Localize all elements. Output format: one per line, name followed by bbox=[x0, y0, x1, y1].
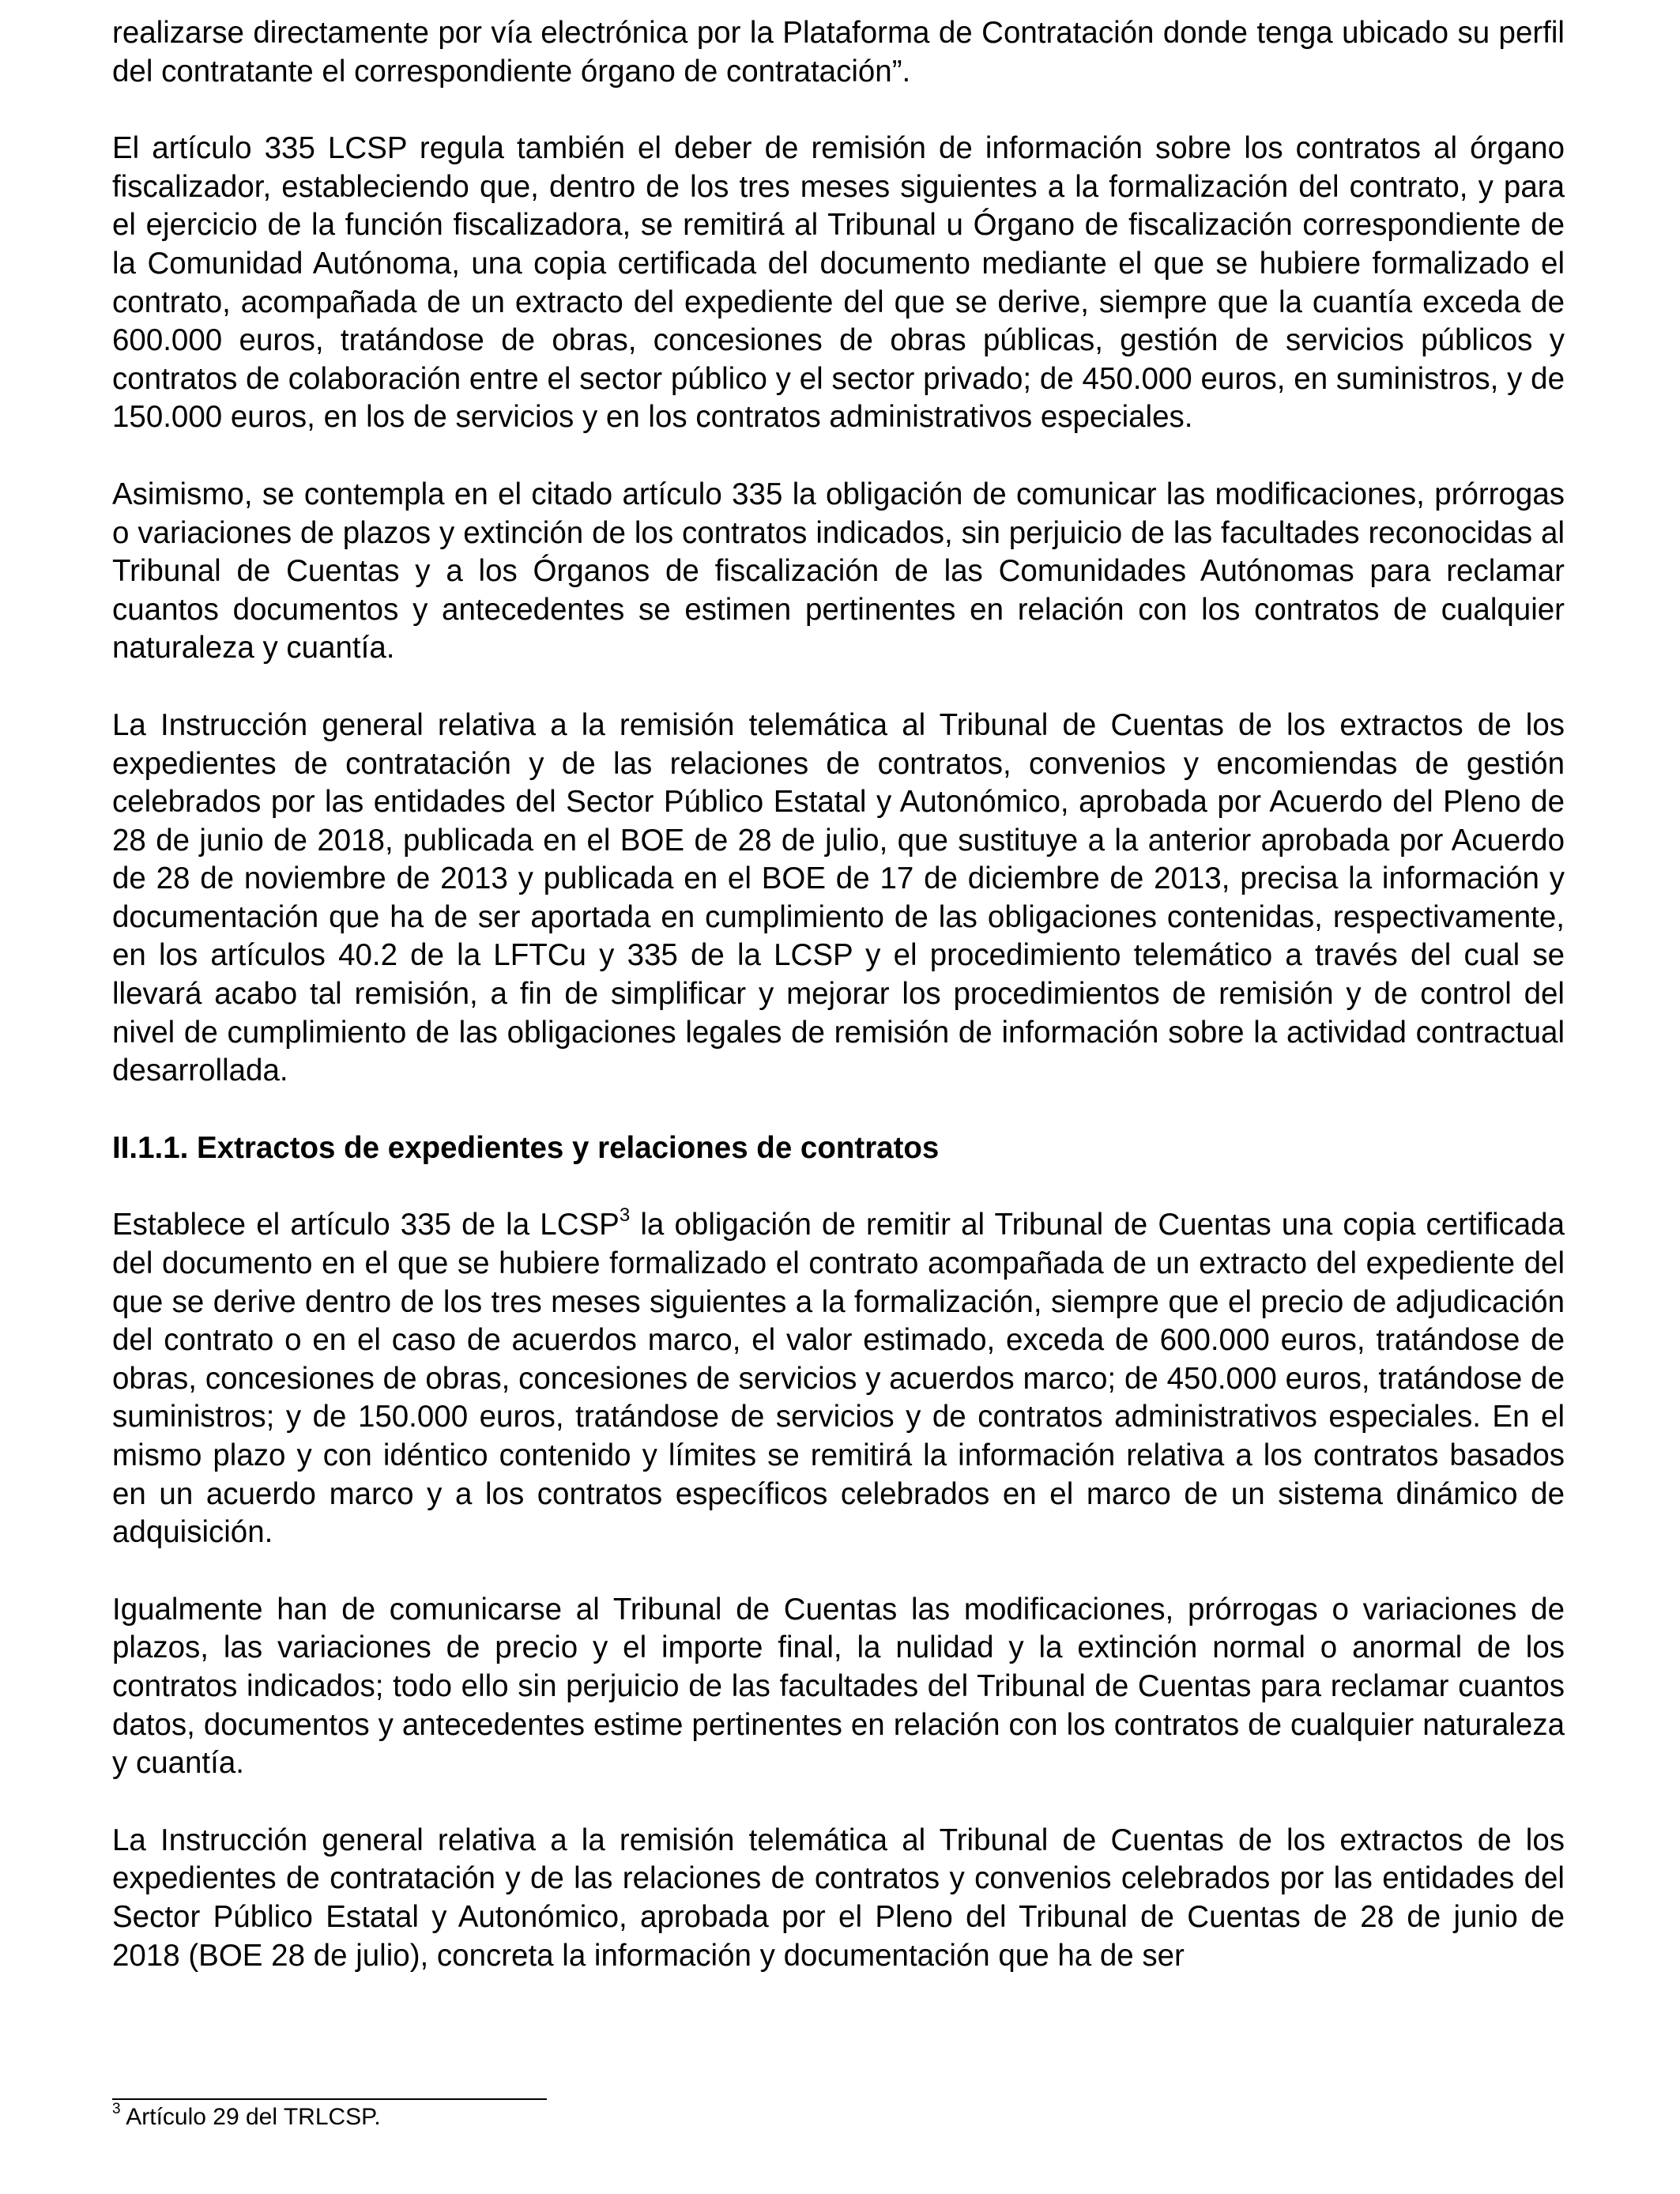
section-heading: II.1.1. Extractos de expedientes y relaciones de contratos bbox=[112, 1130, 940, 1165]
section-paragraph-3: La Instrucción general relativa a la remisión telemática al Tribunal de Cuentas de los extractos de los expedientes de contratación y de las relaciones de contratos y convenios celebrados por las entidades del Sector Público Estatal y Autonómico, aprobada por el Pleno del Tribunal de Cuentas de 28 de junio de 2018 (BOE 28 de julio), concreta la información y documentación que ha de ser bbox=[112, 1823, 1565, 1973]
paragraph-4: La Instrucción general relativa a la remisión telemática al Tribunal de Cuentas de los extractos de los expedientes de contratación y de las relaciones de contratos, convenios y encomiendas de gestión celebrados por las entidades del Sector Público Estatal y Autonómico, aprobada por Acuerdo del Pleno de 28 de junio de 2018, publicada en el BOE de 28 de julio, que sustituye a la anterior aprobada por Acuerdo de 28 de noviembre de 2013 y publicada en el BOE de 17 de diciembre de 2013, precisa la información y documentación que ha de ser aportada en cumplimiento de las obligaciones contenidas, respectivamente, en los artículos 40.2 de la LFTCu y 335 de la LCSP y el procedimiento telemático a través del cual se llevará acabo tal remisión, a fin de simplificar y mejorar los procedimientos de remisión y de control del nivel de cumplimiento de las obligaciones legales de remisión de información sobre la actividad contractual desarrollada. bbox=[112, 707, 1565, 1088]
paragraph-3: Asimismo, se contempla en el citado artículo 335 la obligación de comunicar las modificaciones, prórrogas o variaciones de plazos y extinción de los contratos indicados, sin perjuicio de las facultades reconocidas al Tribunal de Cuentas y a los Órganos de fiscalización de las Comunidades Autónomas para reclamar cuantos documentos y antecedentes se estimen pertinentes en relación con los contratos de cualquier naturaleza y cuantía. bbox=[112, 477, 1565, 665]
paragraph-1: realizarse directamente por vía electrónica por la Plataforma de Contratación donde tenga ubicado su perfil del contratante el correspondiente órgano de contratación”. bbox=[112, 16, 1565, 89]
footnote-divider bbox=[112, 2098, 547, 2100]
footnote-text: Artículo 29 del TRLCSP. bbox=[120, 2104, 381, 2130]
paragraph-2: El artículo 335 LCSP regula también el deber de remisión de información sobre los contratos al órgano fiscalizador, estableciendo que, dentro de los tres meses siguientes a la formalización del contrato, y para el ejercicio de la función fiscalizadora, se remitirá al Tribunal u Órgano de fiscalización correspondiente de la Comunidad Autónoma, una copia certificada del documento mediante el que se hubiere formalizado el contrato, acompañada de un extracto del expediente del que se derive, siempre que la cuantía exceda de 600.000 euros, tratándose de obras, concesiones de obras públicas, gestión de servicios públicos y contratos de colaboración entre el sector público y el sector privado; de 450.000 euros, en suministros, y de 150.000 euros, en los de servicios y en los contratos administrativos especiales. bbox=[112, 131, 1565, 435]
section-paragraph-1-start: Establece el artículo 335 de la LCSP bbox=[112, 1208, 620, 1242]
footnote-number: 3 bbox=[112, 2101, 121, 2117]
footnote-reference[interactable]: 3 bbox=[619, 1204, 631, 1226]
section-paragraph-1 bbox=[112, 1206, 1565, 1551]
section-paragraph-1-rest: la obligación de remitir al Tribunal de Cuentas una copia certificada del documento en el que se hubiere formalizado el contrato acompañada de un extracto del expediente del que se derive dentro de los tres meses siguientes a la formalización, siempre que el precio de adjudicación del contrato o en el caso de acuerdos marco, el valor estimado, exceda de 600.000 euros, tratándose de obras, concesiones de obras, concesiones de servicios y acuerdos marco; de 450.000 euros, tratándose de suministros; y de 150.000 euros, tratándose de servicios y de contratos administrativos especiales. En el mismo plazo y con idéntico contenido y límites se remitirá la información relativa a los contratos basados en un acuerdo marco y a los contratos específicos celebrados en el marco de un sistema dinámico de adquisición. bbox=[112, 1208, 1565, 1550]
document-page bbox=[112, 14, 1565, 1975]
section-paragraph-2: Igualmente han de comunicarse al Tribunal de Cuentas las modificaciones, prórrogas o variaciones de plazos, las variaciones de precio y el importe final, la nulidad y la extinción normal o anormal de los contratos indicados; todo ello sin perjuicio de las facultades del Tribunal de Cuentas para reclamar cuantos datos, documentos y antecedentes estime pertinentes en relación con los contratos de cualquier naturaleza y cuantía. bbox=[112, 1592, 1565, 1781]
footnote bbox=[112, 2102, 381, 2132]
